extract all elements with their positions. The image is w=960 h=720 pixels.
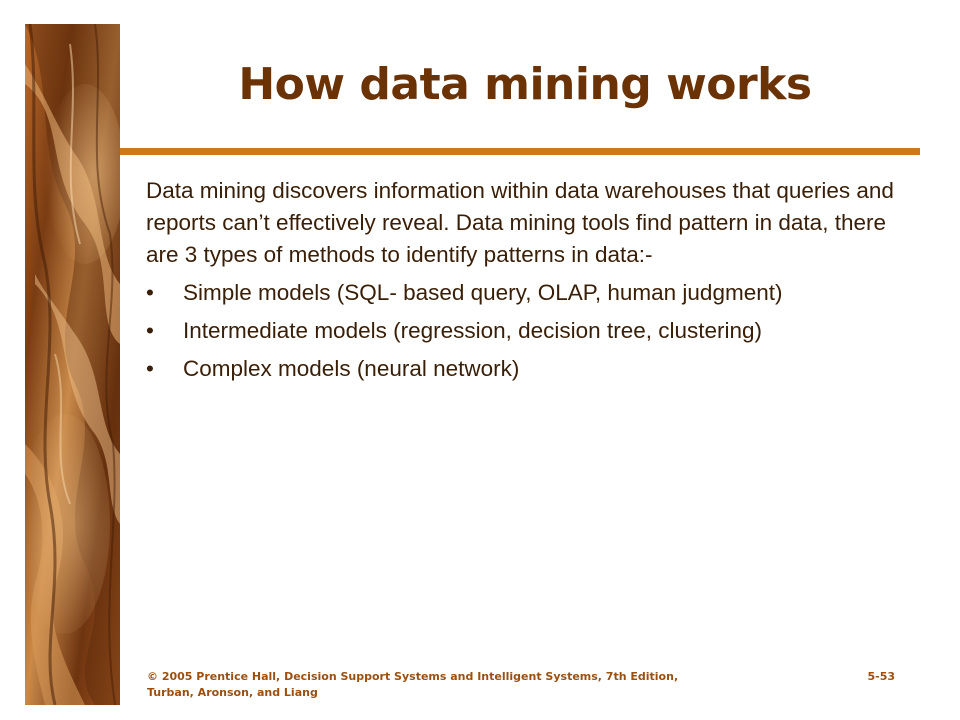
title-underline-rule [120, 148, 920, 155]
bullet-item [146, 315, 916, 347]
bullet-text: Complex models (neural network) [183, 356, 520, 381]
footer-credit-line-2: Turban, Aronson, and Liang [147, 686, 318, 699]
page-number: 5-53 [867, 670, 895, 683]
slide-footer [147, 669, 907, 701]
bullet-item [146, 277, 916, 309]
bullet-marker: • [146, 280, 154, 305]
bullet-marker: • [146, 356, 154, 381]
bullet-list [146, 277, 916, 385]
bullet-text: Intermediate models (regression, decision tree, clustering) [183, 318, 763, 343]
decorative-wood-image [25, 24, 120, 705]
slide-body [146, 175, 916, 391]
intro-paragraph: Data mining discovers information within data warehouses that queries and reports can’t effectively reveal. Data mining tools find pattern in data, there are 3 types of methods to identify patterns in data:- [146, 178, 894, 267]
bullet-text: Simple models (SQL- based query, OLAP, human judgment) [183, 280, 783, 305]
footer-credit-line-1: © 2005 Prentice Hall, Decision Support Systems and Intelligent Systems, 7th Edition, [147, 670, 679, 683]
bullet-item [146, 353, 916, 385]
slide-title: How data mining works [238, 59, 812, 110]
bullet-marker: • [146, 318, 154, 343]
